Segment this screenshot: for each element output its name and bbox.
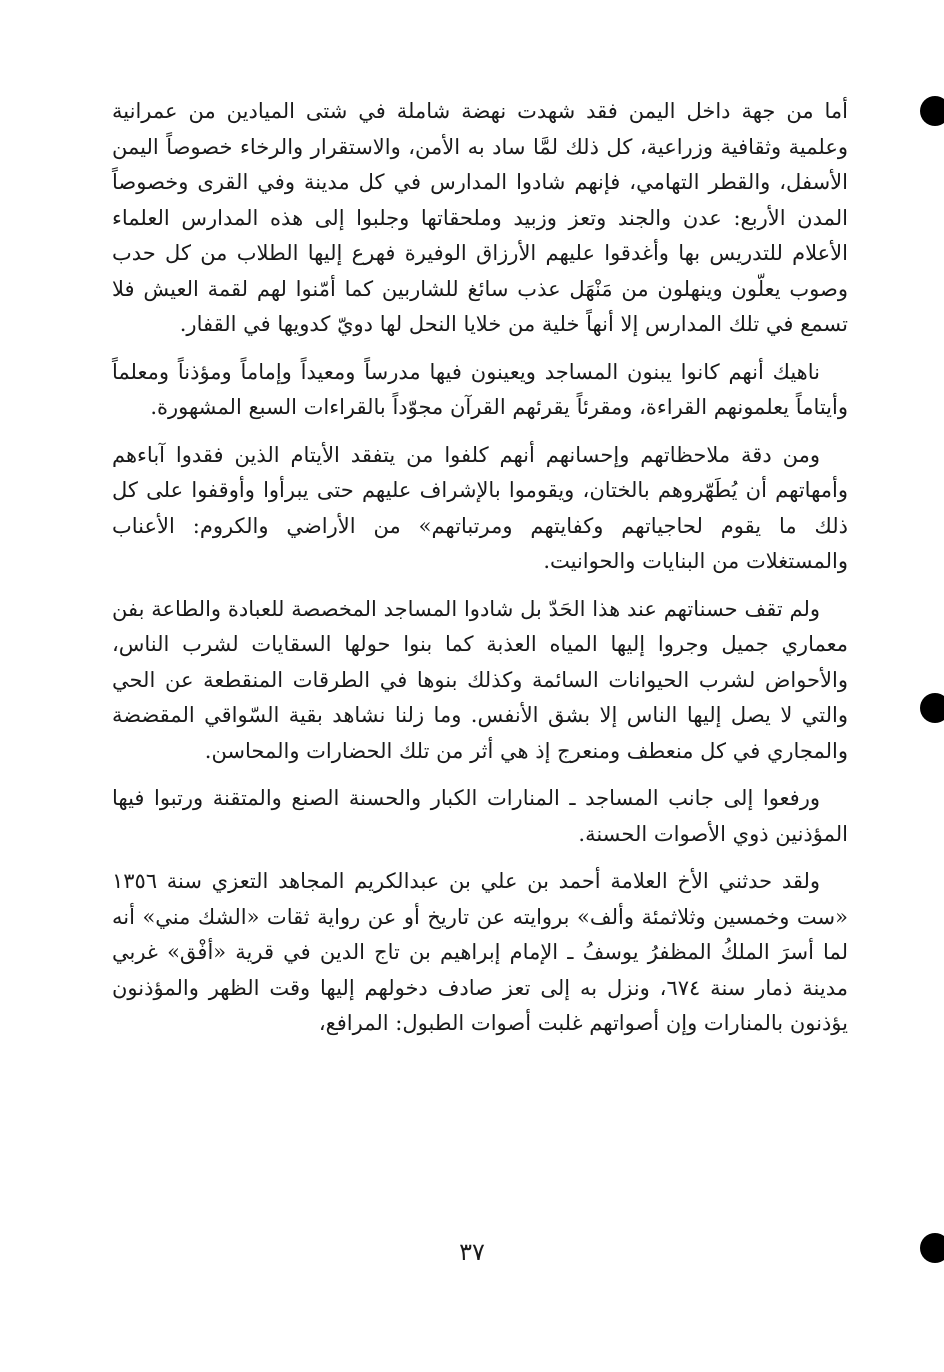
body-text [112, 94, 848, 1054]
paragraph-2: ناهيك أنهم كانوا يبنون المساجد ويعينون فيها مدرساً ومعيداً وإماماً ومؤذناً ومعلماً وأيتاماً يعلمونهم القراءة، ومقرئاً يقرئهم القرآن مجوّداً بالقراءات السبع المشهورة. [112, 359, 848, 419]
paragraph-4: ولم تقف حسناتهم عند هذا الحَدّ بل شادوا المساجد المخصصة للعبادة والطاعة بفن معماري جميل وجروا إليها المياه العذبة كما بنوا حولها السقايات لشرب الناس، والأحواض لشرب الحيوانات السائمة وكذلك بنوها في الطرقات المنقطعة عن الحي والتي لا يصل إليها الناس إلا بشق الأنفس. وما زلنا نشاهد بقية السّواقي المقضضة والمجاري في كل منعطف ومنعرج إذ هي أثر من تلك الحضارات والمحاسن. [112, 596, 848, 763]
punch-hole-middle [920, 693, 944, 723]
punch-hole-top [920, 96, 944, 126]
paragraph-3: ومن دقة ملاحظاتهم وإحسانهم أنهم كلفوا من يتفقد الأيتام الذين فقدوا آباءهم وأمهاتهم أن يُطَهّروهم بالختان، ويقوموا بالإشراف عليهم حتى يبرأوا وأوقفوا على كل ذلك ما يقوم لحاجياتهم وكفايتهم ومرتباتهم» من الأراضي والكروم: الأعناب والمستغلات من البنايات والحوانيت. [112, 442, 848, 573]
page-number: ٣٧ [459, 1238, 485, 1266]
paragraph-1: أما من جهة داخل اليمن فقد شهدت نهضة شاملة في شتى الميادين من عمرانية وعلمية وثقافية وزراعية، كل ذلك لمَّا ساد به الأمن، والاستقرار والرخاء خصوصاً اليمن الأسفل، والقطر التهامي، فإنهم شادوا المدارس في كل مدينة وفي القرى وخصوصاً المدن الأربع: عدن والجند وتعز وزبيد وملحقاتها وجلبوا إلى هذه المدارس العلماء الأعلام للتدريس بها وأغدقوا عليهم الأرزاق الوفيرة فهرع إليها الطلاب من كل حدب وصوب يعلّون وينهلون من مَنْهَل عذب سائغ للشاربين كما أمّنوا لهم لقمة العيش فلا تسمع في تلك المدارس إلا أنهاً خلية من خلايا النحل لها دويّ كدويها في القفار. [112, 99, 848, 336]
paragraph-6: ولقد حدثني الأخ العلامة أحمد بن علي بن عبدالكريم المجاهد التعزي سنة ١٣٥٦ «ست وخمسين وثلاثمئة وألف» بروايته عن تاريخ أو عن رواية ثقات «الشك مني» أنه لما أسرَ الملكُ المظفرُ يوسفُ ـ الإمام إبراهيم بن تاج الدين في قرية «أفْق» غربي مدينة ذمار سنة ٦٧٤، ونزل به إلى تعز صادف دخولهم إليها وقت الظهر والمؤذنون يؤذنون بالمنارات وإن أصواتهم غلبت أصوات الطبول: المرافع، [112, 869, 848, 1035]
paragraph-5: ورفعوا إلى جانب المساجد ـ المنارات الكبار والحسنة الصنع والمتقنة ورتبوا فيها المؤذنين ذوي الأصوات الحسنة. [112, 786, 848, 846]
